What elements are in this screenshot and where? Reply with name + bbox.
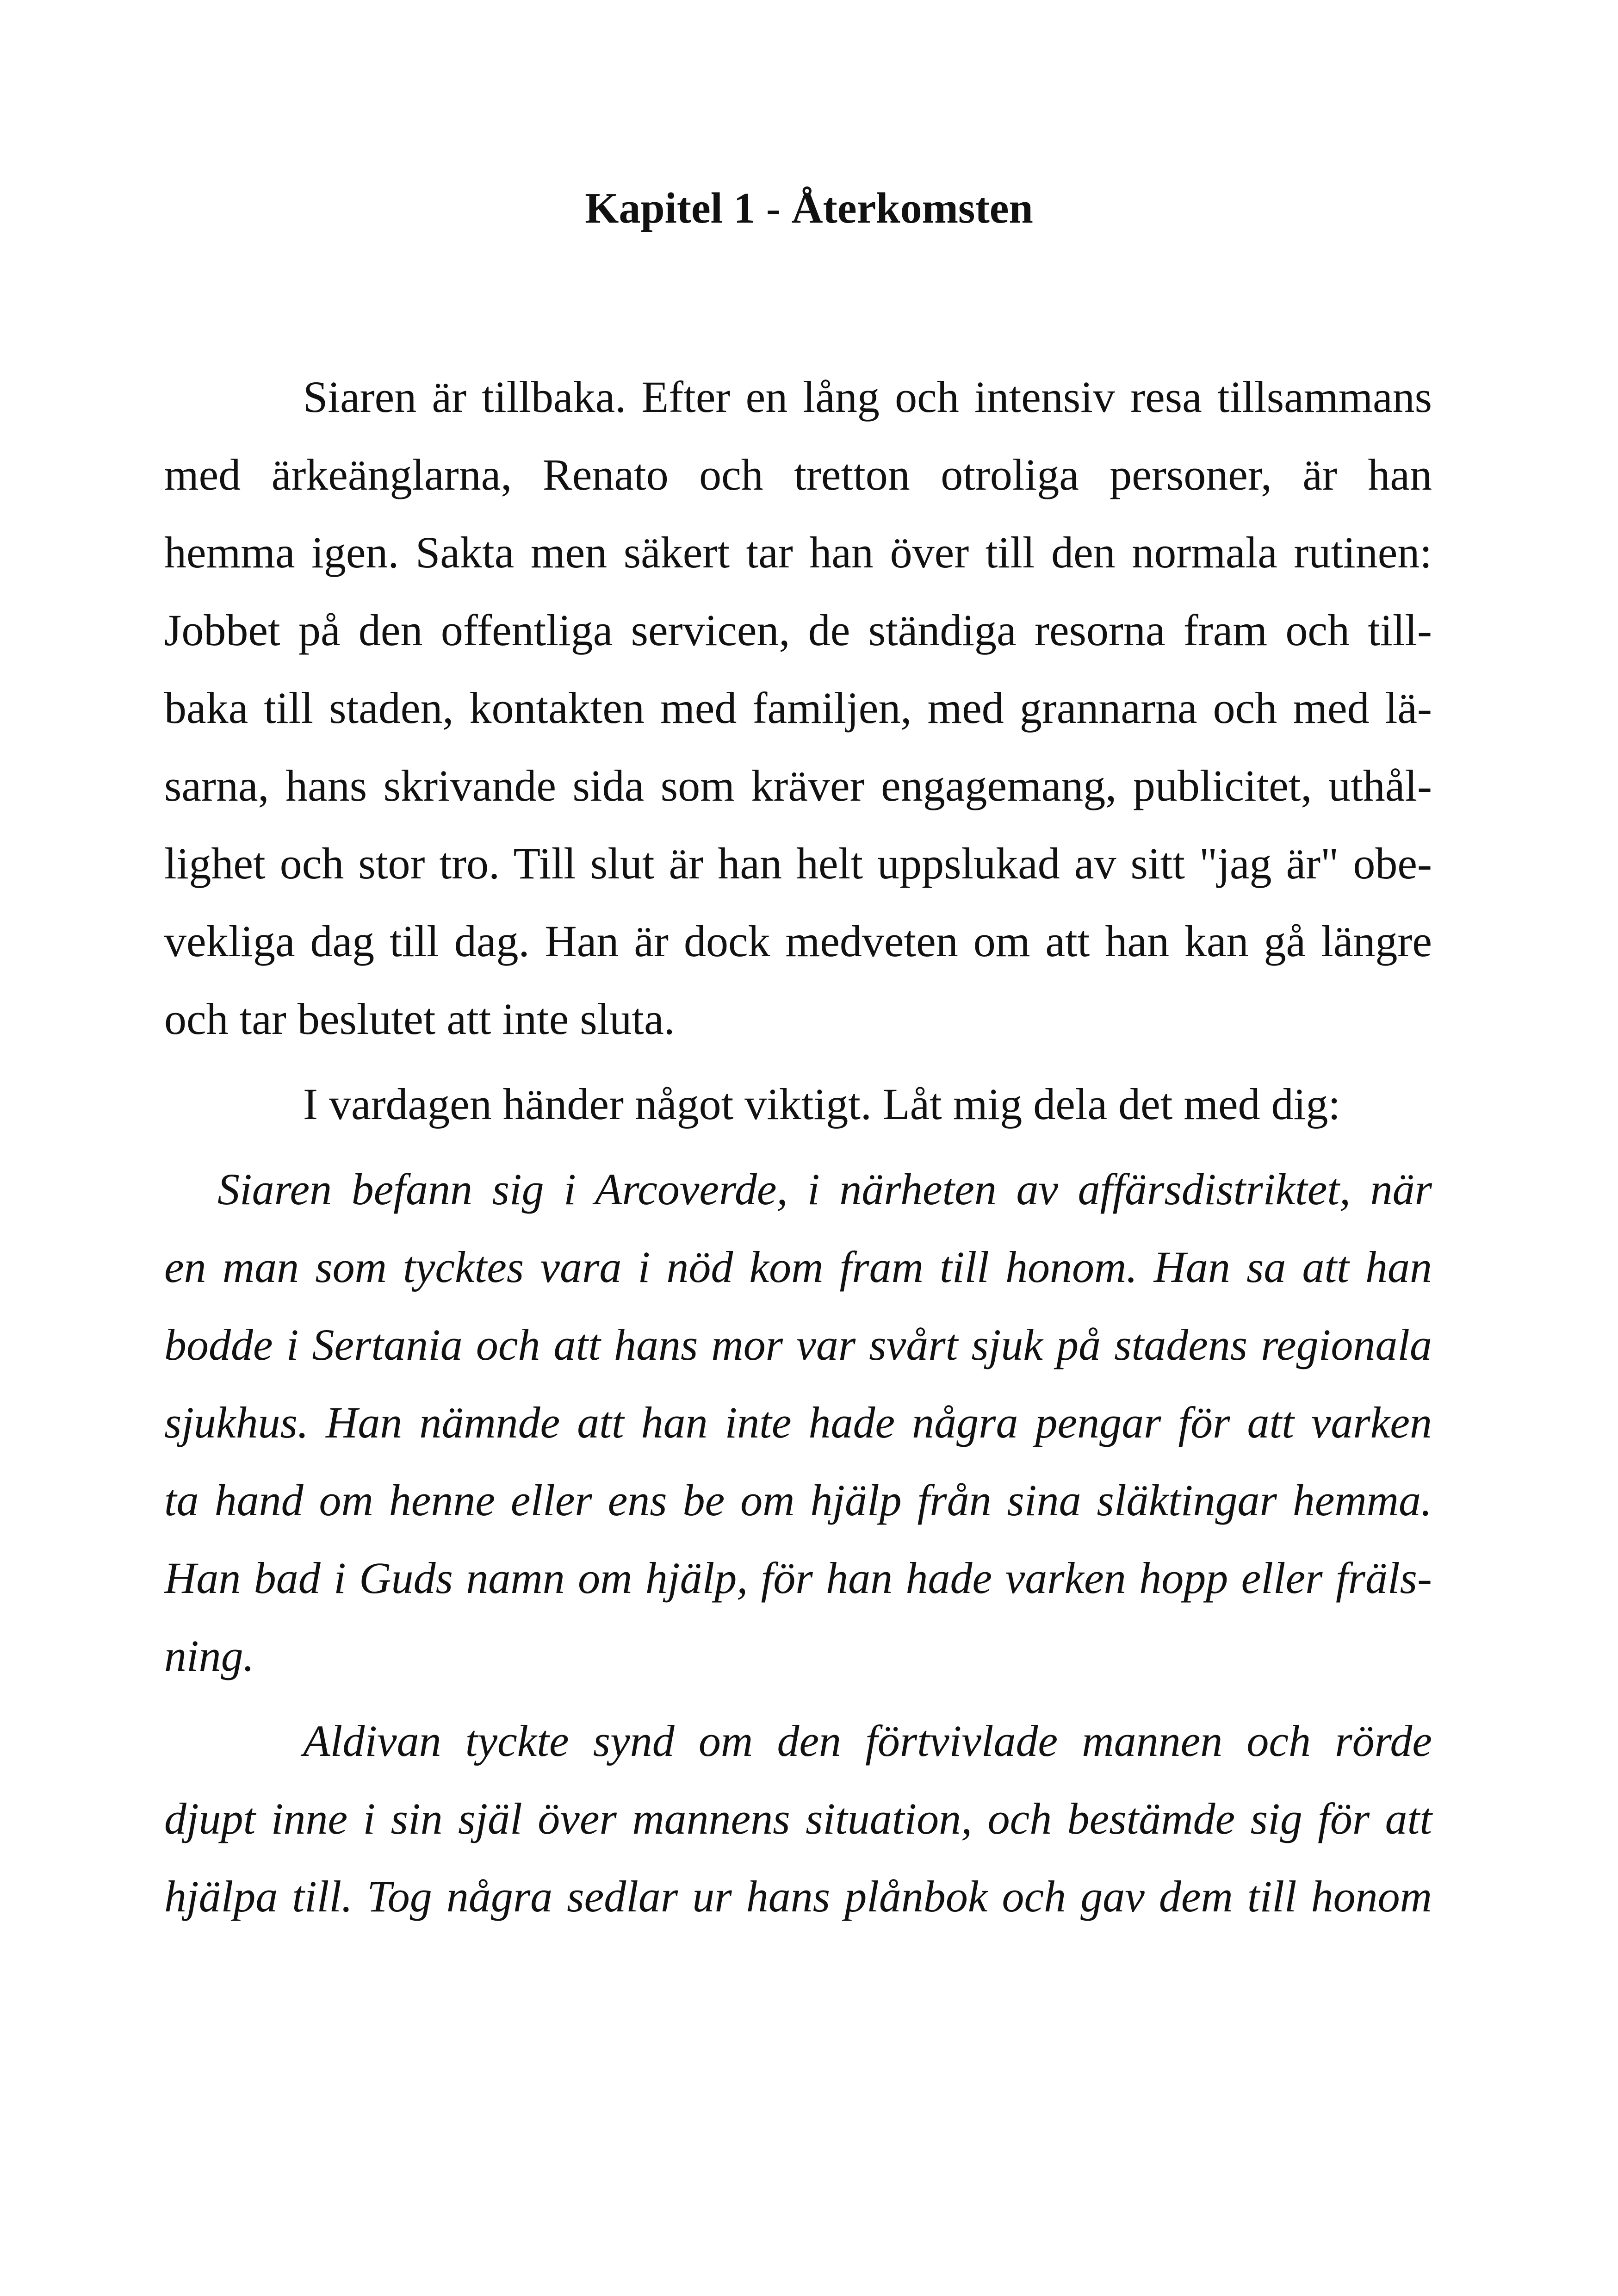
- text-line: djupt inne i sin själ över mannens situation, och bestämde sig för att: [164, 1794, 1432, 1843]
- text-line: Han bad i Guds namn om hjälp, för han hade varken hopp eller fräls-: [164, 1553, 1432, 1603]
- text-line: Siaren är tillbaka. Efter en lång och intensiv resa tillsammans: [303, 372, 1432, 422]
- text-line: lighet och stor tro. Till slut är han helt uppslukad av sitt "jag är" obe-: [164, 839, 1432, 888]
- text-line: sjukhus. Han nämnde att han inte hade några pengar för att varken: [164, 1398, 1432, 1447]
- text-line: en man som tycktes vara i nöd kom fram till honom. Han sa att han: [164, 1242, 1432, 1292]
- text-line: vekliga dag till dag. Han är dock medveten om att han kan gå längre: [164, 916, 1432, 966]
- text-line: Jobbet på den offentliga servicen, de ständiga resorna fram och till-: [164, 605, 1432, 655]
- text-line: Siaren befann sig i Arcoverde, i närheten av affärsdistriktet, när: [217, 1164, 1432, 1214]
- text-line: ta hand om henne eller ens be om hjälp från sina släktingar hemma.: [164, 1475, 1432, 1525]
- text-line: hjälpa till. Tog några sedlar ur hans plånbok och gav dem till honom: [164, 1872, 1432, 1921]
- text-line: sarna, hans skrivande sida som kräver engagemang, publicitet, uthål-: [164, 761, 1432, 810]
- text-line: baka till staden, kontakten med familjen, med grannarna och med lä-: [164, 683, 1432, 733]
- text-line: Aldivan tyckte synd om den förtvivlade mannen och rörde: [303, 1716, 1432, 1766]
- text-line: och tar beslutet att inte sluta.: [164, 994, 675, 1044]
- chapter-title: Kapitel 1 - Återkomsten: [585, 184, 1033, 232]
- text-line: hemma igen. Sakta men säkert tar han över till den normala rutinen:: [164, 528, 1432, 577]
- text-line: med ärkeänglarna, Renato och tretton otroliga personer, är han: [164, 450, 1432, 499]
- text-line: bodde i Sertania och att hans mor var svårt sjuk på stadens regionala: [164, 1320, 1432, 1369]
- text-line: I vardagen händer något viktigt. Låt mig dela det med dig:: [303, 1079, 1340, 1129]
- text-line: ning.: [164, 1631, 254, 1680]
